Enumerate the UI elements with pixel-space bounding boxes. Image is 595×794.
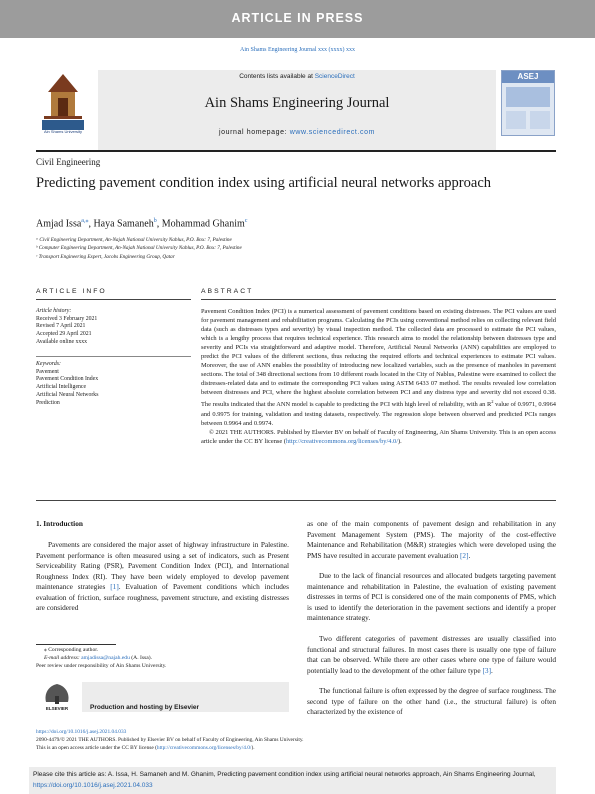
cover-label: ASEJ bbox=[517, 72, 539, 81]
article-history bbox=[36, 308, 191, 347]
history-item: Available online xxxx bbox=[36, 338, 88, 345]
body-text: as one of the main components of pavement design and rehabilitation in any Pavement Management System (PMS). The majority of the cost-effective Maintenance and Rehabilitation (M&R) strategies which were developed using the PMS have resulted in accurate pavement evaluation bbox=[307, 519, 556, 560]
article-info-rule bbox=[36, 299, 191, 300]
journal-homepage-line bbox=[98, 129, 496, 136]
reference-link[interactable]: [2] bbox=[459, 550, 469, 560]
journal-reference-link[interactable]: Ain Shams Engineering Journal xxx (xxxx) xxx bbox=[240, 47, 355, 53]
abstract-rule bbox=[201, 299, 556, 300]
abstract-bottom-rule bbox=[36, 500, 556, 501]
body-paragraph bbox=[36, 540, 289, 614]
affiliations bbox=[36, 236, 242, 261]
keywords bbox=[36, 361, 191, 407]
affiliation: ᶜ Transport Engineering Expert, Jacobs Engineering Group, Qatar bbox=[36, 253, 175, 260]
history-item: Accepted 29 April 2021 bbox=[36, 331, 92, 338]
license-link[interactable]: http://creativecommons.org/licenses/by/4.0/ bbox=[156, 744, 252, 751]
copyright-text: © 2021 THE AUTHORS. Published by Elsevier BV on behalf of Faculty of Engineering, Ain Shams University. This is an open access article under the CC BY license ( bbox=[201, 428, 556, 445]
footnote-rule bbox=[36, 644, 116, 645]
email-line bbox=[36, 654, 289, 662]
ain-shams-university-logo bbox=[36, 70, 90, 136]
journal-title: Ain Shams Engineering Journal bbox=[204, 95, 390, 111]
body-paragraph: Due to the lack of financial resources and allocated budgets targeting pavement maintenance and rehabilitation in Palestine, the evaluation of existing pavement distresses in terms of PCI is considered one of the main components of PMS, which is used to identify the deterioration in the pavement sections and identify a proper maintenance strategy. bbox=[307, 571, 556, 623]
abstract-copyright bbox=[201, 428, 556, 446]
article-title: Predicting pavement condition index using artificial neural networks approach bbox=[36, 175, 492, 191]
article-info-heading: ARTICLE INFO bbox=[36, 288, 107, 295]
citation-body: Please cite this article as: A. Issa, H. Samaneh and M. Ghanim, Predicting pavement condition index using artificial neural networks approach, Ain Shams Engineering Journal, bbox=[33, 771, 536, 778]
section-label: Civil Engineering bbox=[36, 157, 101, 167]
homepage-link[interactable]: www.sciencedirect.com bbox=[289, 129, 376, 136]
abstract-paragraph bbox=[201, 307, 556, 428]
history-label: Article history: bbox=[36, 308, 72, 314]
keyword: Artificial Neural Networks bbox=[36, 391, 99, 398]
reference-link[interactable]: [1] bbox=[110, 582, 119, 592]
abstract-heading: ABSTRACT bbox=[201, 288, 254, 295]
journal-cover-thumbnail[interactable] bbox=[501, 70, 555, 136]
license-prefix: This is an open access article under the CC BY license ( bbox=[36, 744, 157, 751]
body-paragraph bbox=[307, 634, 556, 676]
history-divider bbox=[36, 356, 191, 357]
keywords-label: Keywords: bbox=[36, 361, 61, 367]
author-separator: , bbox=[88, 218, 94, 230]
corresponding-author-note: ⁎ Corresponding author. bbox=[44, 647, 99, 653]
body-paragraph: The functional failure is often expressed by the degree of surface roughness. The second type of failure on the other hand (i.e., the structural failure) is often characterized by the existence of bbox=[307, 686, 556, 717]
footnotes bbox=[36, 646, 289, 670]
doi-block bbox=[36, 729, 556, 753]
author-name[interactable]: Haya Samaneh bbox=[93, 218, 154, 230]
author-affiliation-marker[interactable]: b bbox=[153, 218, 157, 224]
doi-link[interactable]: https://doi.org/10.1016/j.asej.2021.04.033 bbox=[36, 729, 127, 735]
peer-review-note: Peer review under responsibility of Ain Shams University. bbox=[36, 663, 167, 669]
author-list bbox=[36, 217, 247, 229]
abstract-text: Pavement Condition Index (PCI) is a numerical assessment of pavement conditions based on existing distresses. The PCI values are used for pavement management and rehabilitation programs. Calculating the PCIs using conventional method relies on collecting relevant field data (such as distresses types and severity) by visual inspection method. The collected data are processed to estimate the PCI values, which is a lengthy process that requires technical experience. This research aims to model the relationship between distresses type and severity and PCIs via straightforward and adaptive model. Therefore, Artificial Neural Networks (ANN) capabilities are employed to predict the PCI values of the different sections, thus reducing the required efforts and technical experiences to estimate PCI values. Moreover, the use of ANN enables the possibility of introducing new localized variables, such as the presence of manholes in pavement sections. The total of 348 directional sections from 10 different roads located in the City of Nablus, Palestine were examined to collect the distresses-related data and to estimate the corresponding PCI values using ASTM 6433 07 method. The results revealed low correlation between distresses and PCI, where the highest absolute correlation between PCI and any distress type and severity did not exceed 0.38. The results indicated that the ANN model is capable to predicting the PCI with high level of reliability, with an R bbox=[201, 308, 556, 409]
banner-text: ARTICLE IN PRESS bbox=[231, 11, 364, 25]
affiliation: ᵇ Computer Engineering Department, An-Najah National University Nablus, P.O. Box: 7, Palestine bbox=[36, 245, 242, 252]
body-text: . Evaluation of Pavement conditions which includes evaluation of friction, surface roughness, pavement structure, and existing distresses are considered bbox=[36, 582, 289, 613]
keyword: Prediction bbox=[36, 399, 60, 406]
author-affiliation-marker[interactable]: a,⁎ bbox=[81, 218, 89, 224]
license-end: ). bbox=[251, 744, 255, 751]
elsevier-wordmark: ELSEVIER bbox=[45, 706, 69, 711]
email-name: (A. Issa). bbox=[129, 655, 152, 661]
introduction-heading: 1. Introduction bbox=[36, 519, 83, 528]
body-text: . bbox=[468, 550, 471, 560]
affiliation: ᵃ Civil Engineering Department, An-Najah National University Nablus, P.O. Box: 7, Palestine bbox=[36, 237, 232, 243]
keyword: Pavement bbox=[36, 368, 59, 375]
contents-available-line bbox=[98, 73, 496, 80]
citation-doi-link[interactable]: https://doi.org/10.1016/j.asej.2021.04.033 bbox=[33, 781, 153, 789]
sciencedirect-link[interactable]: ScienceDirect bbox=[314, 73, 355, 80]
abstract-text: value of 0.9971, 0.9964 and 0.9975 for training, validation and testing datasets, respectively. The regression slope between observed and predicted PCIs ranges between 0.9964 and 0.9974. bbox=[201, 401, 556, 427]
history-item: Received 3 February 2021 bbox=[36, 315, 98, 322]
production-hosting-text: Production and hosting by Elsevier bbox=[90, 704, 200, 711]
email-label: E-mail address: bbox=[44, 655, 82, 661]
body-paragraph bbox=[307, 519, 556, 561]
contents-prefix: Contents lists available at bbox=[239, 73, 315, 80]
license-link[interactable]: http://creativecommons.org/licenses/by/4.0/ bbox=[285, 437, 399, 445]
author-name[interactable]: Mohammad Ghanim bbox=[161, 218, 245, 230]
license-line bbox=[36, 745, 556, 753]
keyword: Pavement Condition Index bbox=[36, 376, 99, 383]
body-text: . bbox=[491, 665, 493, 675]
reference-link[interactable]: [3] bbox=[482, 665, 491, 675]
r-squared-superscript: 2 bbox=[491, 399, 494, 405]
email-link[interactable]: amjadissa@najah.edu bbox=[81, 655, 130, 661]
body-text: Pavements are considered the major asset of highway infrastructure in Palestine. Pavement performance is often measured using a set of indicators, such as Present Serviceability Rating (PSR), Pavement Condition Index (PCI), and International Roughness Index (RI). They have been widely employed to develop pavement maintenance strategies bbox=[36, 540, 289, 592]
homepage-prefix: journal homepage: bbox=[218, 129, 290, 136]
citation-text bbox=[33, 770, 553, 792]
author-name[interactable]: Amjad Issa bbox=[36, 218, 82, 230]
keyword: Artificial Intelligence bbox=[36, 384, 87, 391]
copyright-end: ). bbox=[398, 437, 402, 445]
body-text: Two different categories of pavement distresses are usually classified into functional and structural failures. In most cases there is usually one type of failure that can be observed. While there are other cases where one type of failure would potentially lead to the development of the other failure type bbox=[307, 634, 556, 675]
abstract-body bbox=[201, 307, 556, 446]
elsevier-logo bbox=[36, 682, 78, 712]
author-affiliation-marker[interactable]: c bbox=[244, 218, 248, 224]
history-item: Revised 7 April 2021 bbox=[36, 323, 86, 330]
masthead-rule bbox=[36, 150, 556, 152]
issn-line: 2090-4479/© 2021 THE AUTHORS. Published by Elsevier BV on behalf of Faculty of Engineering, Ain Shams University. bbox=[36, 736, 304, 743]
logo-caption: Ain Shams University bbox=[43, 129, 82, 134]
author-separator: , bbox=[156, 218, 162, 230]
